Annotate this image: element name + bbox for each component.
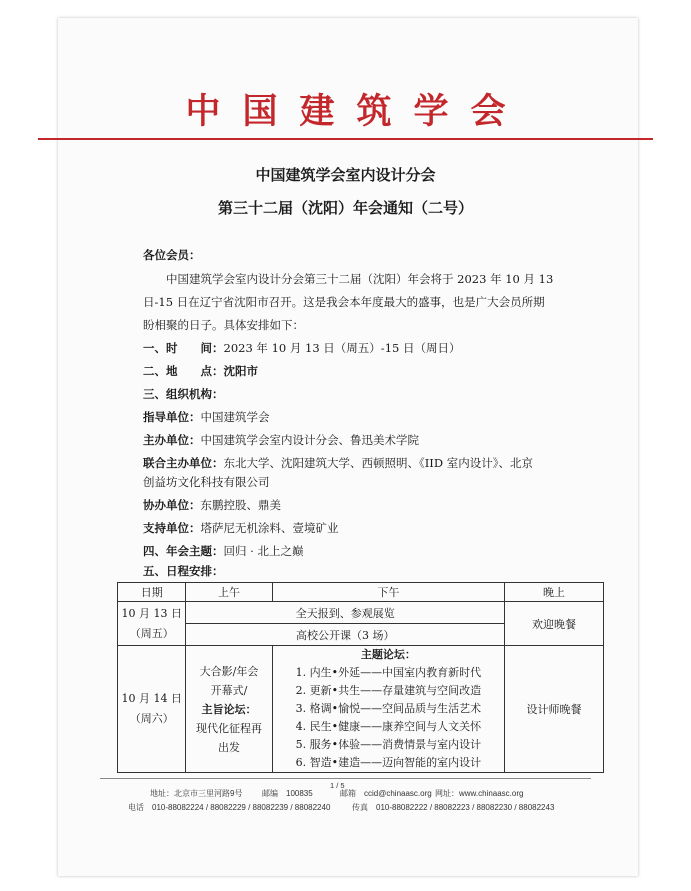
footer-website: 网址：www.chinaasc.org <box>435 789 524 798</box>
org-support <box>143 519 339 538</box>
org-cohost-cont: 创益坊文化科技有限公司 <box>143 475 270 489</box>
day2-weekday: （周六） <box>129 712 174 725</box>
day1-date: 10 月 13 日 <box>121 606 182 620</box>
section-theme <box>143 542 303 561</box>
day2-evening: 设计师晚餐 <box>505 646 604 773</box>
org-host-label: 主办单位： <box>143 433 201 447</box>
footer-divider <box>100 778 591 779</box>
org-cohost <box>143 454 533 473</box>
forum-title: 主题论坛： <box>360 648 416 661</box>
day2-morning-line: 主旨论坛： <box>201 702 257 716</box>
day2-forum-cell <box>272 646 504 773</box>
day2-date-cell <box>118 646 186 773</box>
letterhead-divider <box>38 138 653 140</box>
day2-morning-line: 大合影/年会 <box>199 664 259 678</box>
schedule-table <box>117 582 604 773</box>
header-afternoon: 下午 <box>272 583 504 602</box>
notice-title-line-2: 第三十二届（沈阳）年会通知（二号） <box>217 199 473 217</box>
forum-item: 5. 服务•体验——消费情景与室内设计 <box>295 738 482 751</box>
org-host-value: 中国建筑学会室内设计分会、鲁迅美术学院 <box>200 433 419 447</box>
header-morning: 上午 <box>186 583 272 602</box>
section-schedule: 五、日程安排： <box>143 564 224 578</box>
section-time-label: 一、时 间： <box>143 341 224 355</box>
org-guide-label: 指导单位： <box>143 410 201 424</box>
section-time <box>143 339 460 358</box>
footer-address: 地址：北京市三里河路9号 <box>150 789 243 798</box>
day2-morning-cell <box>186 646 272 773</box>
schedule-row <box>118 602 604 624</box>
section-time-value: 2023 年 10 月 13 日（周五）-15 日（周日） <box>223 341 461 355</box>
letterhead-title: 中国建筑学会 <box>185 91 528 132</box>
intro-line-2: 日-15 日在辽宁省沈阳市召开。这是我会本年度最大的盛事，也是广大会员所期 <box>143 295 545 309</box>
schedule-header-row <box>118 583 604 602</box>
footer-phone: 电话 010-88082224 / 88082229 / 88082239 / 88082240 <box>128 803 331 812</box>
org-host <box>143 431 419 450</box>
org-support-label: 支持单位： <box>143 521 201 535</box>
day1-weekday: （周五） <box>129 626 174 640</box>
org-guide <box>143 408 270 427</box>
forum-item: 4. 民生•健康——康养空间与人文关怀 <box>295 720 482 733</box>
day1-evening: 欢迎晚餐 <box>505 602 604 646</box>
day1-activity-2: 高校公开课（3 场） <box>186 624 505 646</box>
footer-email: 邮箱 ccid@chinaasc.org <box>340 789 432 798</box>
day2-date: 10 月 14 日 <box>121 692 182 705</box>
intro-line-3: 盼相聚的日子。具体安排如下： <box>143 318 304 332</box>
org-co-organizer-value: 东鹏控股、鼎美 <box>200 498 281 512</box>
day1-date-cell <box>118 602 186 646</box>
section-organization: 三、组织机构： <box>143 387 224 401</box>
forum-item: 2. 更新•共生——存量建筑与空间改造 <box>295 684 482 697</box>
org-cohost-value: 东北大学、沈阳建筑大学、西顿照明、《IID 室内设计》、北京 <box>223 456 533 470</box>
header-date: 日期 <box>118 583 186 602</box>
section-location-value: 沈阳市 <box>223 364 258 378</box>
footer-page-number: 1 / 5 <box>330 781 345 790</box>
section-location <box>143 362 258 381</box>
org-co-organizer-label: 协办单位： <box>143 498 201 512</box>
schedule-row <box>118 646 604 773</box>
footer-postcode: 邮编 100835 <box>262 789 313 798</box>
org-support-value: 塔萨尼无机涂料、壹境矿业 <box>200 521 339 535</box>
org-co-organizer <box>143 496 281 515</box>
org-guide-value: 中国建筑学会 <box>200 410 270 424</box>
header-evening: 晚上 <box>505 583 604 602</box>
org-cohost-label: 联合主办单位： <box>143 456 224 470</box>
day2-morning-line: 出发 <box>218 740 241 754</box>
notice-title-line-1: 中国建筑学会室内设计分会 <box>255 166 436 184</box>
forum-item: 1. 内生•外延——中国室内教育新时代 <box>295 666 482 679</box>
footer-fax: 传真 010-88082222 / 88082223 / 88082230 / 88082243 <box>352 803 555 812</box>
day2-morning-line: 现代化征程再 <box>196 721 263 735</box>
day1-activity-1: 全天报到、参观展览 <box>186 602 505 624</box>
greeting: 各位会员： <box>143 248 201 262</box>
forum-item: 6. 智造•建造——迈向智能的室内设计 <box>295 756 482 769</box>
section-theme-label: 四、年会主题： <box>143 544 224 558</box>
section-theme-value: 回归 · 北上之巅 <box>223 544 304 558</box>
forum-item: 3. 格调•愉悦——空间品质与生活艺术 <box>295 702 482 715</box>
day2-morning-line: 开幕式/ <box>210 683 248 697</box>
intro-line-1: 中国建筑学会室内设计分会第三十二届（沈阳）年会将于 2023 年 10 月 13 <box>166 272 554 286</box>
section-location-label: 二、地 点： <box>143 364 224 378</box>
